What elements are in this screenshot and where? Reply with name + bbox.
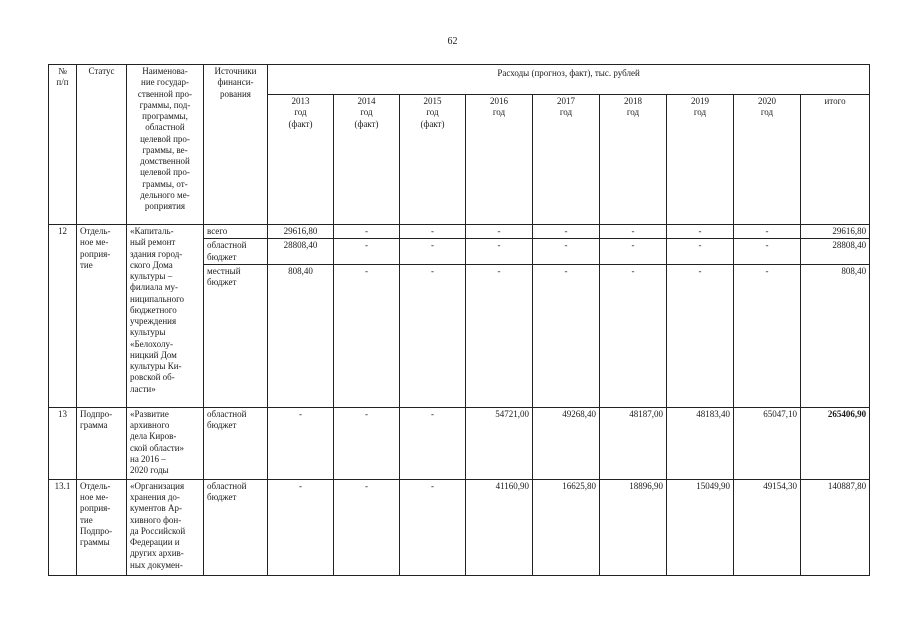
row-13-2014: - <box>334 407 400 479</box>
row-13-2013: - <box>268 407 334 479</box>
row-13-1-2017: 16625,80 <box>533 479 600 575</box>
header-year-2013: 2013 год (факт) <box>268 95 334 225</box>
row-12-total-2015: - <box>400 225 466 239</box>
row-12-local-2017: - <box>533 264 600 407</box>
row-12-total-2014: - <box>334 225 400 239</box>
header-year-2018: 2018 год <box>600 95 667 225</box>
row-13-1-status: Отдель- ное ме- роприя- тие Подпро- граммы <box>77 479 127 575</box>
row-13-1-2013: - <box>268 479 334 575</box>
header-year-2017: 2017 год <box>533 95 600 225</box>
header-sources: Источники финанси- рования <box>204 65 268 225</box>
row-12-total-2019: - <box>667 225 734 239</box>
row-13-1-2015: - <box>400 479 466 575</box>
row-13-1-2019: 15049,90 <box>667 479 734 575</box>
row-13-1-2016: 41160,90 <box>466 479 533 575</box>
row-12-local-2018: - <box>600 264 667 407</box>
row-12-local-2014: - <box>334 264 400 407</box>
row-12-regional-2015: - <box>400 239 466 265</box>
table-row-12-total <box>49 225 870 239</box>
row-12-regional-2019: - <box>667 239 734 265</box>
row-13-2015: - <box>400 407 466 479</box>
row-12-regional-2017: - <box>533 239 600 265</box>
header-num: № п/п <box>49 65 77 225</box>
header-name: Наименова- ние государ- ственной про- граммы, под- программы, областной целевой про- граммы, ве- домственной целевой про- граммы, от- дельного ме- роприятия <box>127 65 204 225</box>
row-13-1-source: областной бюджет <box>204 479 268 575</box>
row-13-1-num: 13.1 <box>49 479 77 575</box>
table-row-13 <box>49 407 870 479</box>
row-12-status: Отдель- ное ме- роприя- тие <box>77 225 127 408</box>
row-13-num: 13 <box>49 407 77 479</box>
row-12-local-2019: - <box>667 264 734 407</box>
header-year-2016: 2016 год <box>466 95 533 225</box>
row-13-2020: 65047,10 <box>734 407 801 479</box>
row-13-1-2014: - <box>334 479 400 575</box>
row-12-num: 12 <box>49 225 77 408</box>
row-12-regional-2020: - <box>734 239 801 265</box>
header-year-2020: 2020 год <box>734 95 801 225</box>
row-12-total-2018: - <box>600 225 667 239</box>
header-row-1 <box>49 65 870 95</box>
row-12-total-2016: - <box>466 225 533 239</box>
row-13-1-sum: 140887,80 <box>801 479 870 575</box>
row-12-local-2013: 808,40 <box>268 264 334 407</box>
page-number: 62 <box>447 36 458 47</box>
row-12-total-2013: 29616,80 <box>268 225 334 239</box>
row-13-1-2018: 18896,90 <box>600 479 667 575</box>
row-12-regional-2016: - <box>466 239 533 265</box>
row-12-regional-2018: - <box>600 239 667 265</box>
row-12-regional-2013: 28808,40 <box>268 239 334 265</box>
row-13-2018: 48187,00 <box>600 407 667 479</box>
row-13-status: Подпро- грамма <box>77 407 127 479</box>
row-12-regional-2014: - <box>334 239 400 265</box>
header-year-2014: 2014 год (факт) <box>334 95 400 225</box>
row-12-source-regional: областной бюджет <box>204 239 268 265</box>
row-12-local-2020: - <box>734 264 801 407</box>
header-status: Статус <box>77 65 127 225</box>
row-12-local-2015: - <box>400 264 466 407</box>
row-13-2019: 48183,40 <box>667 407 734 479</box>
table-row-13-1 <box>49 479 870 575</box>
row-12-local-2016: - <box>466 264 533 407</box>
row-12-total-2020: - <box>734 225 801 239</box>
header-year-2015: 2015 год (факт) <box>400 95 466 225</box>
budget-table <box>48 64 870 576</box>
row-12-name: «Капиталь- ный ремонт здания город- ского Дома культуры – филиала му- ниципального бюджетного учреждения культуры «Белохолу- ницкий Дом культуры Ки- ровской об- ласти» <box>127 225 204 408</box>
row-13-name: «Развитие архивного дела Киров- ской области» на 2016 – 2020 годы <box>127 407 204 479</box>
row-12-total-sum: 29616,80 <box>801 225 870 239</box>
row-12-regional-sum: 28808,40 <box>801 239 870 265</box>
row-13-source: областной бюджет <box>204 407 268 479</box>
row-12-source-local: местный бюджет <box>204 264 268 407</box>
row-12-local-sum: 808,40 <box>801 264 870 407</box>
header-total: итого <box>801 95 870 225</box>
row-13-2017: 49268,40 <box>533 407 600 479</box>
header-year-2019: 2019 год <box>667 95 734 225</box>
row-12-source-total: всего <box>204 225 268 239</box>
row-13-2016: 54721,00 <box>466 407 533 479</box>
row-13-sum: 265406,90 <box>801 407 870 479</box>
row-12-total-2017: - <box>533 225 600 239</box>
row-13-1-2020: 49154,30 <box>734 479 801 575</box>
header-expenses: Расходы (прогноз, факт), тыс. рублей <box>268 65 870 95</box>
row-13-1-name: «Организация хранения до- кументов Ар- хивного фон- да Российской Федерации и других архив- ных докумен- <box>127 479 204 575</box>
